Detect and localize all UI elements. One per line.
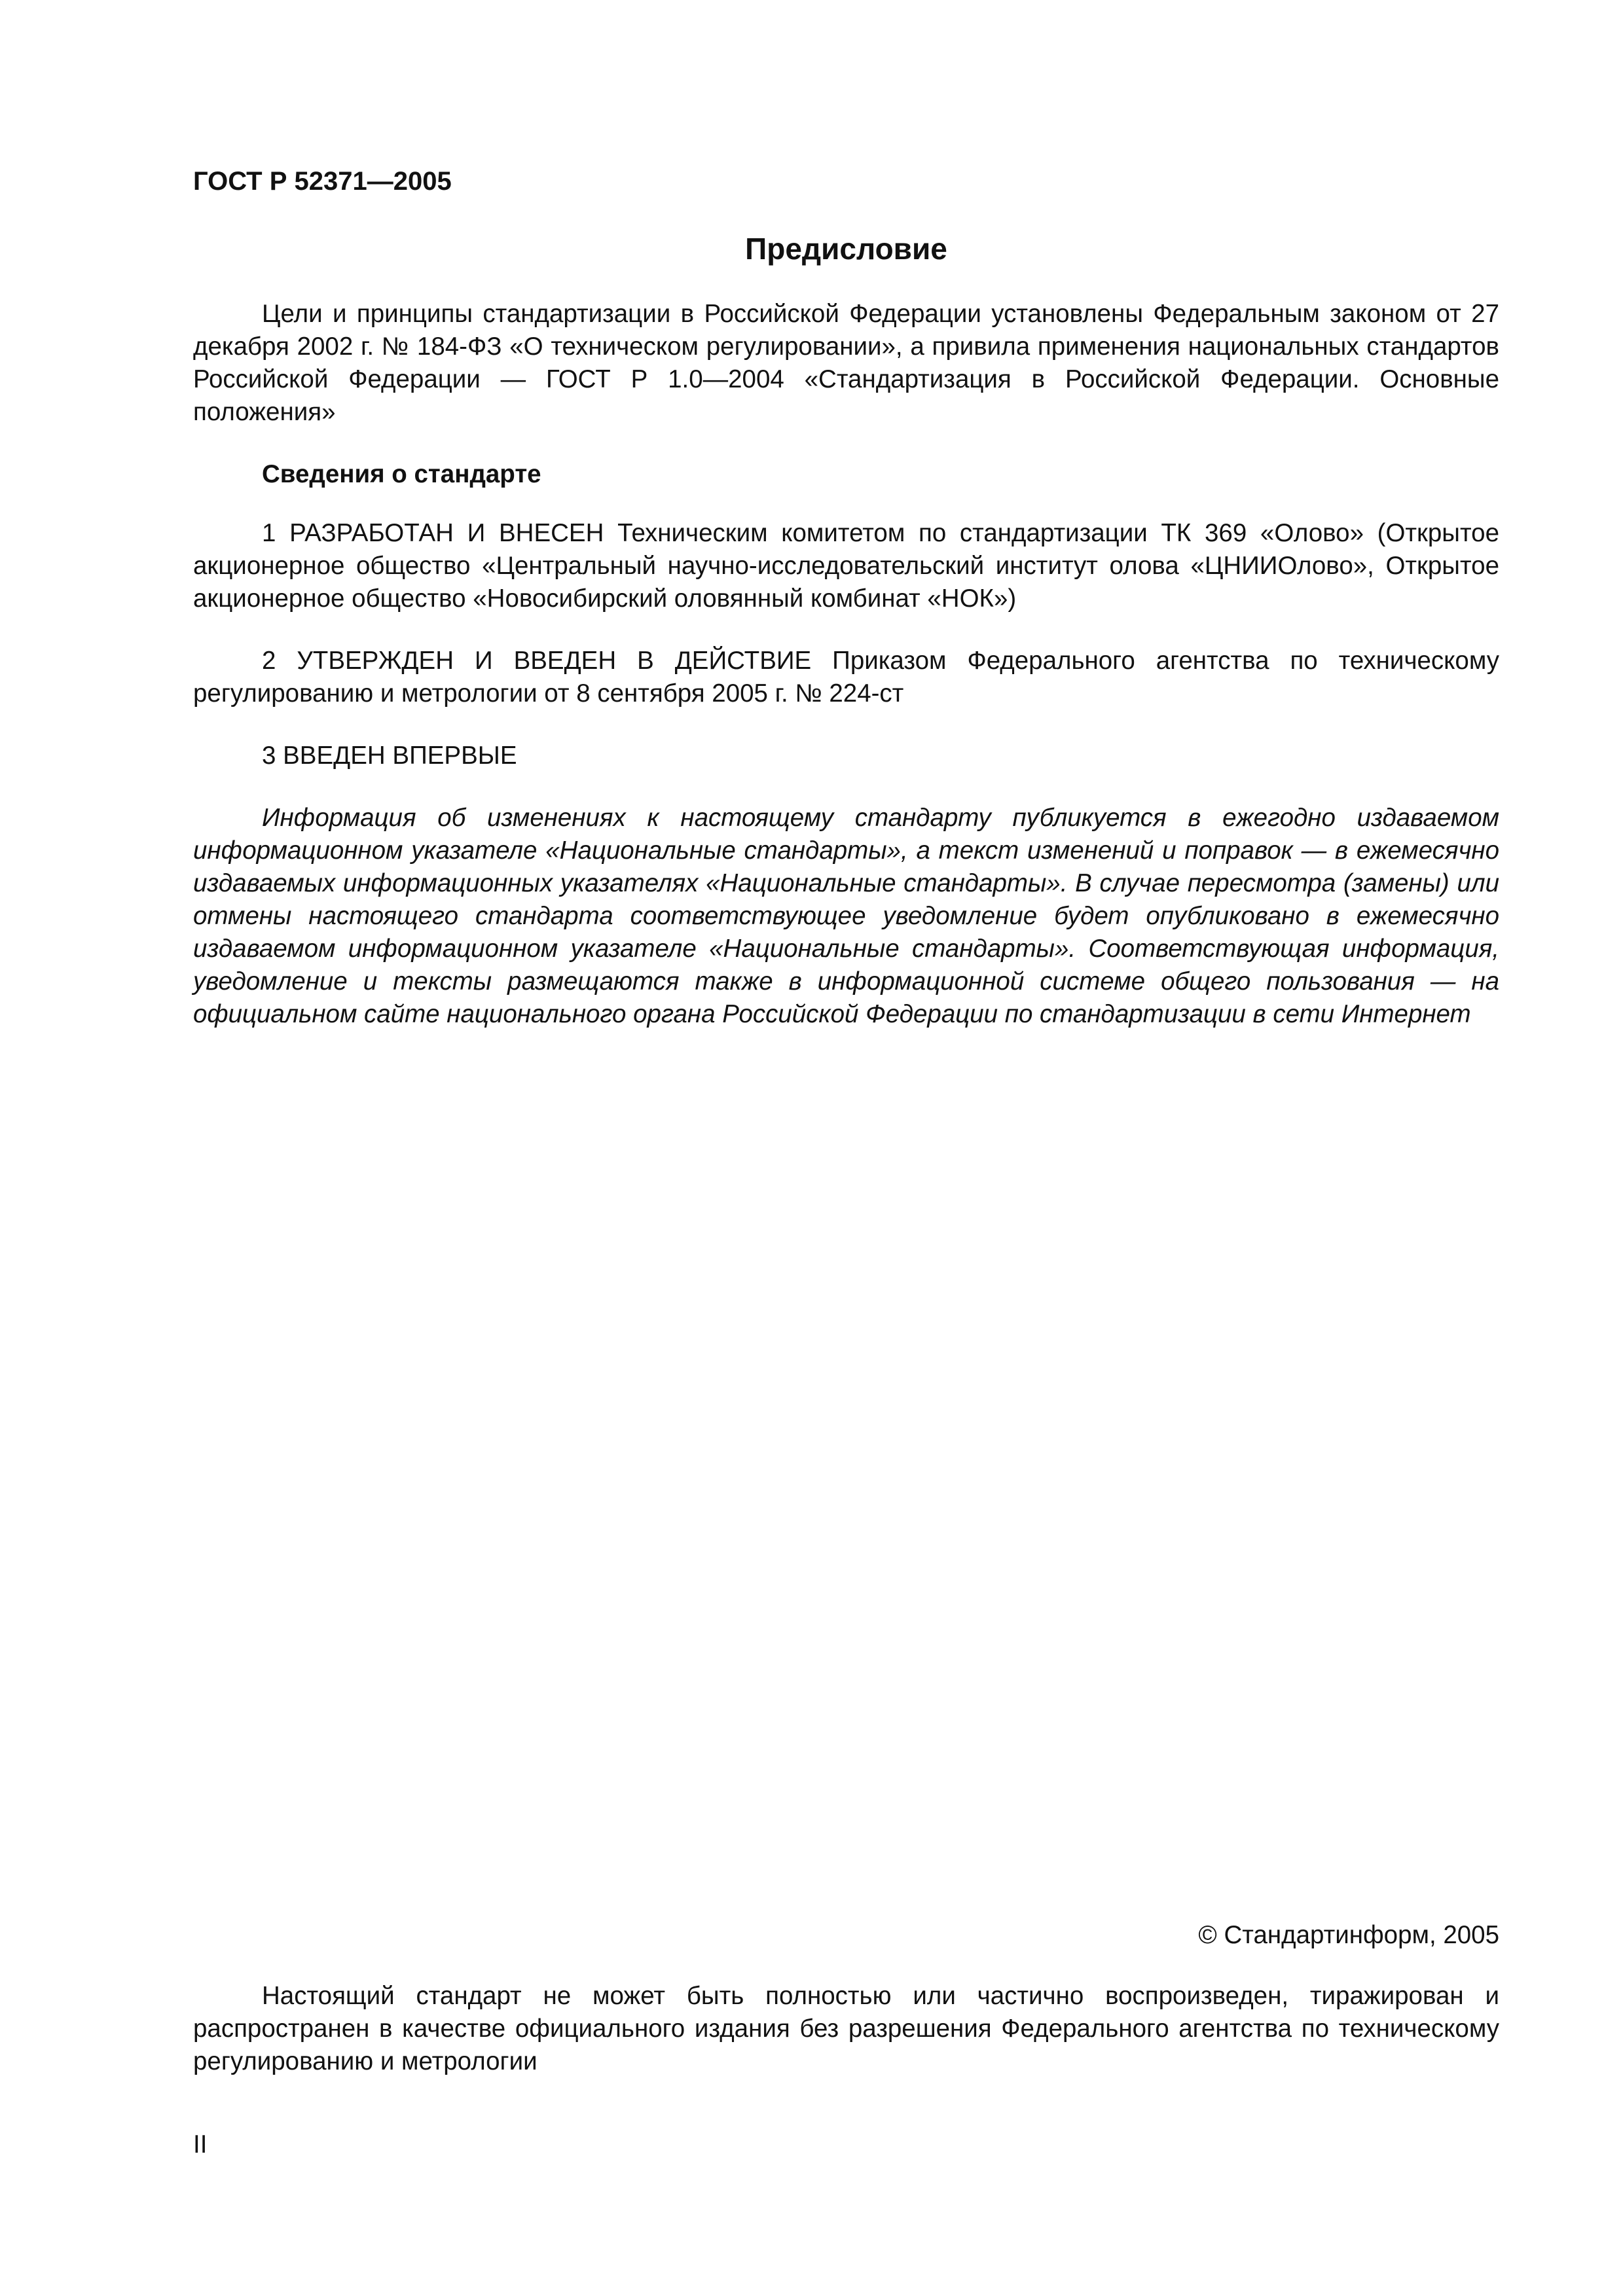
- page-title: Предисловие: [745, 232, 947, 266]
- intro-paragraph: Цели и принципы стандартизации в Российской Федерации установлены Федеральным законом от 27 декабря 2002 г. № 184-ФЗ «О техническом регулировании», а привила применения национальных стандартов Российской Федерации — ГОСТ Р 1.0—2004 «Стандартизация в Российской Федерации. Основные положения»: [193, 300, 1499, 426]
- item-developed: 1 РАЗРАБОТАН И ВНЕСЕН Техническим комитетом по стандартизации ТК 369 «Олово» (Открытое акционерное общество «Центральный научно-исследовательский институт олова «ЦНИИОлово», Открытое акционерное общество «Новосибирский оловянный комбинат «НОК»): [193, 519, 1499, 613]
- item-approved: 2 УТВЕРЖДЕН И ВВЕДЕН В ДЕЙСТВИЕ Приказом Федерального агентства по техническому регулированию и метрологии от 8 сентября 2005 г. № 224-ст: [193, 647, 1499, 708]
- reproduction-notice: Настоящий стандарт не может быть полностью или частично воспроизведен, тиражирован и распространен в качестве официального издания без разрешения Федерального агентства по техническому регулированию и метрологии: [193, 1982, 1499, 2075]
- item-introduced: 3 ВВЕДЕН ВПЕРВЫЕ: [262, 742, 517, 770]
- standard-code-header: ГОСТ Р 52371—2005: [193, 167, 452, 196]
- info-heading: Сведения о стандарте: [262, 460, 541, 488]
- copyright-line: © Стандартинформ, 2005: [1198, 1921, 1499, 1949]
- change-notice-paragraph: Информация об изменениях к настоящему стандарту публикуется в ежегодно издаваемом информационном указателе «Национальные стандарты», а текст изменений и поправок — в ежемесячно издаваемых информационных указателях «Национальные стандарты». В случае пересмотра (замены) или отмены настоящего стандарта соответствующее уведомление будет опубликовано в ежемесячно издаваемом информационном указателе «Национальные стандарты». Соответствующая информация, уведомление и тексты размещаются также в информационной системе общего пользования — на официальном сайте национального органа Российской Федерации по стандартизации в сети Интернет: [193, 804, 1499, 1028]
- page-number: II: [193, 2130, 208, 2159]
